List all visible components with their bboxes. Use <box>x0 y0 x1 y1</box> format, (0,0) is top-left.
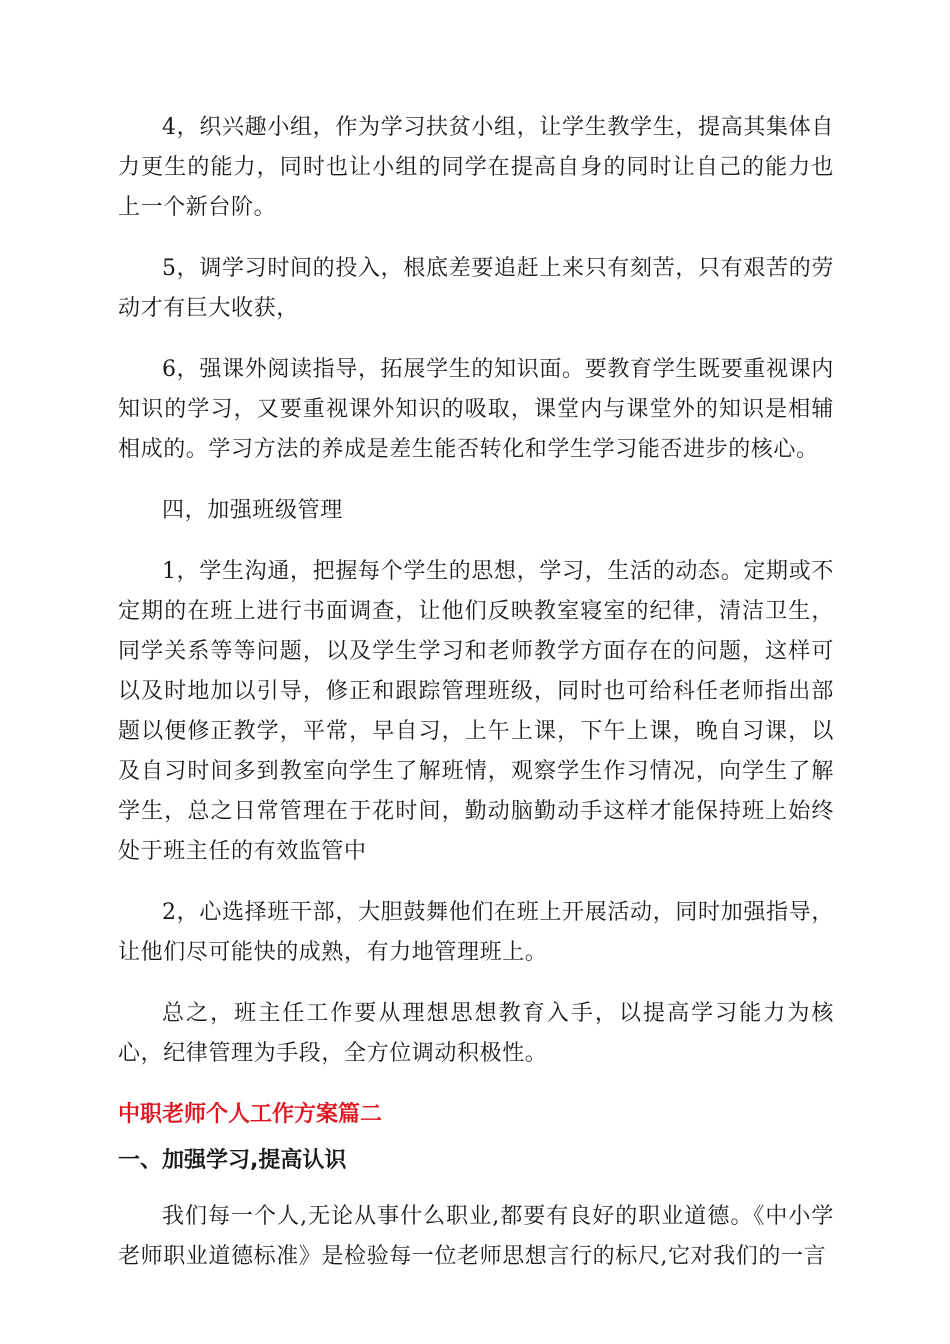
subheading-class-management: 四，加强班级管理 <box>162 498 343 523</box>
document-page <box>118 108 834 1298</box>
paragraph-item-5: 5，调学习时间的投入，根底差要追赶上来只有刻苦，只有艰苦的劳动才有巨大收获， <box>118 256 834 321</box>
paragraph-management-1: 1，学生沟通，把握每个学生的思想，学习，生活的动态。定期或不定期的在班上进行书面调查，让他们反映教室寝室的纪律，清洁卫生，同学关系等等问题，以及学生学习和老师教学方面存在的问题，这样可以及时地加以引导，修正和跟踪管理班级，同时也可给科任老师指出部题以便修正教学，平常，早自习，上午上课，下午上课，晚自习课，以及自习时间多到教室向学生了解班情，观察学生作习情况，向学生了解学生，总之日常管理在于花时间，勤动脑勤动手这样才能保持班上始终处于班主任的有效监管中 <box>118 559 834 864</box>
paragraph-ethics: 我们每一个人,无论从事什么职业,都要有良好的职业道德。《中小学老师职业道德标准》是检验每一位老师思想言行的标尺,它对我们的一言 <box>118 1204 834 1269</box>
paragraph-item-6: 6，强课外阅读指导，拓展学生的知识面。要教育学生既要重视课内知识的学习，又要重视课外知识的吸取，课堂内与课堂外的知识是相辅相成的。学习方法的养成是差生能否转化和学生学习能否进步的核心。 <box>118 357 834 462</box>
heading-one: 一、加强学习,提高认识 <box>118 1148 347 1173</box>
paragraph-management-2: 2，心选择班干部，大胆鼓舞他们在班上开展活动，同时加强指导，让他们尽可能快的成熟，有力地管理班上。 <box>118 900 834 965</box>
section-title: 中职老师个人工作方案篇二 <box>118 1102 383 1127</box>
paragraph-summary: 总之，班主任工作要从理想思想教育入手，以提高学习能力为核心，纪律管理为手段，全方位调动积极性。 <box>118 1001 834 1066</box>
paragraph-item-4: 4，织兴趣小组，作为学习扶贫小组，让学生教学生，提高其集体自力更生的能力，同时也让小组的同学在提高自身的同时让自己的能力也上一个新台阶。 <box>118 115 834 220</box>
